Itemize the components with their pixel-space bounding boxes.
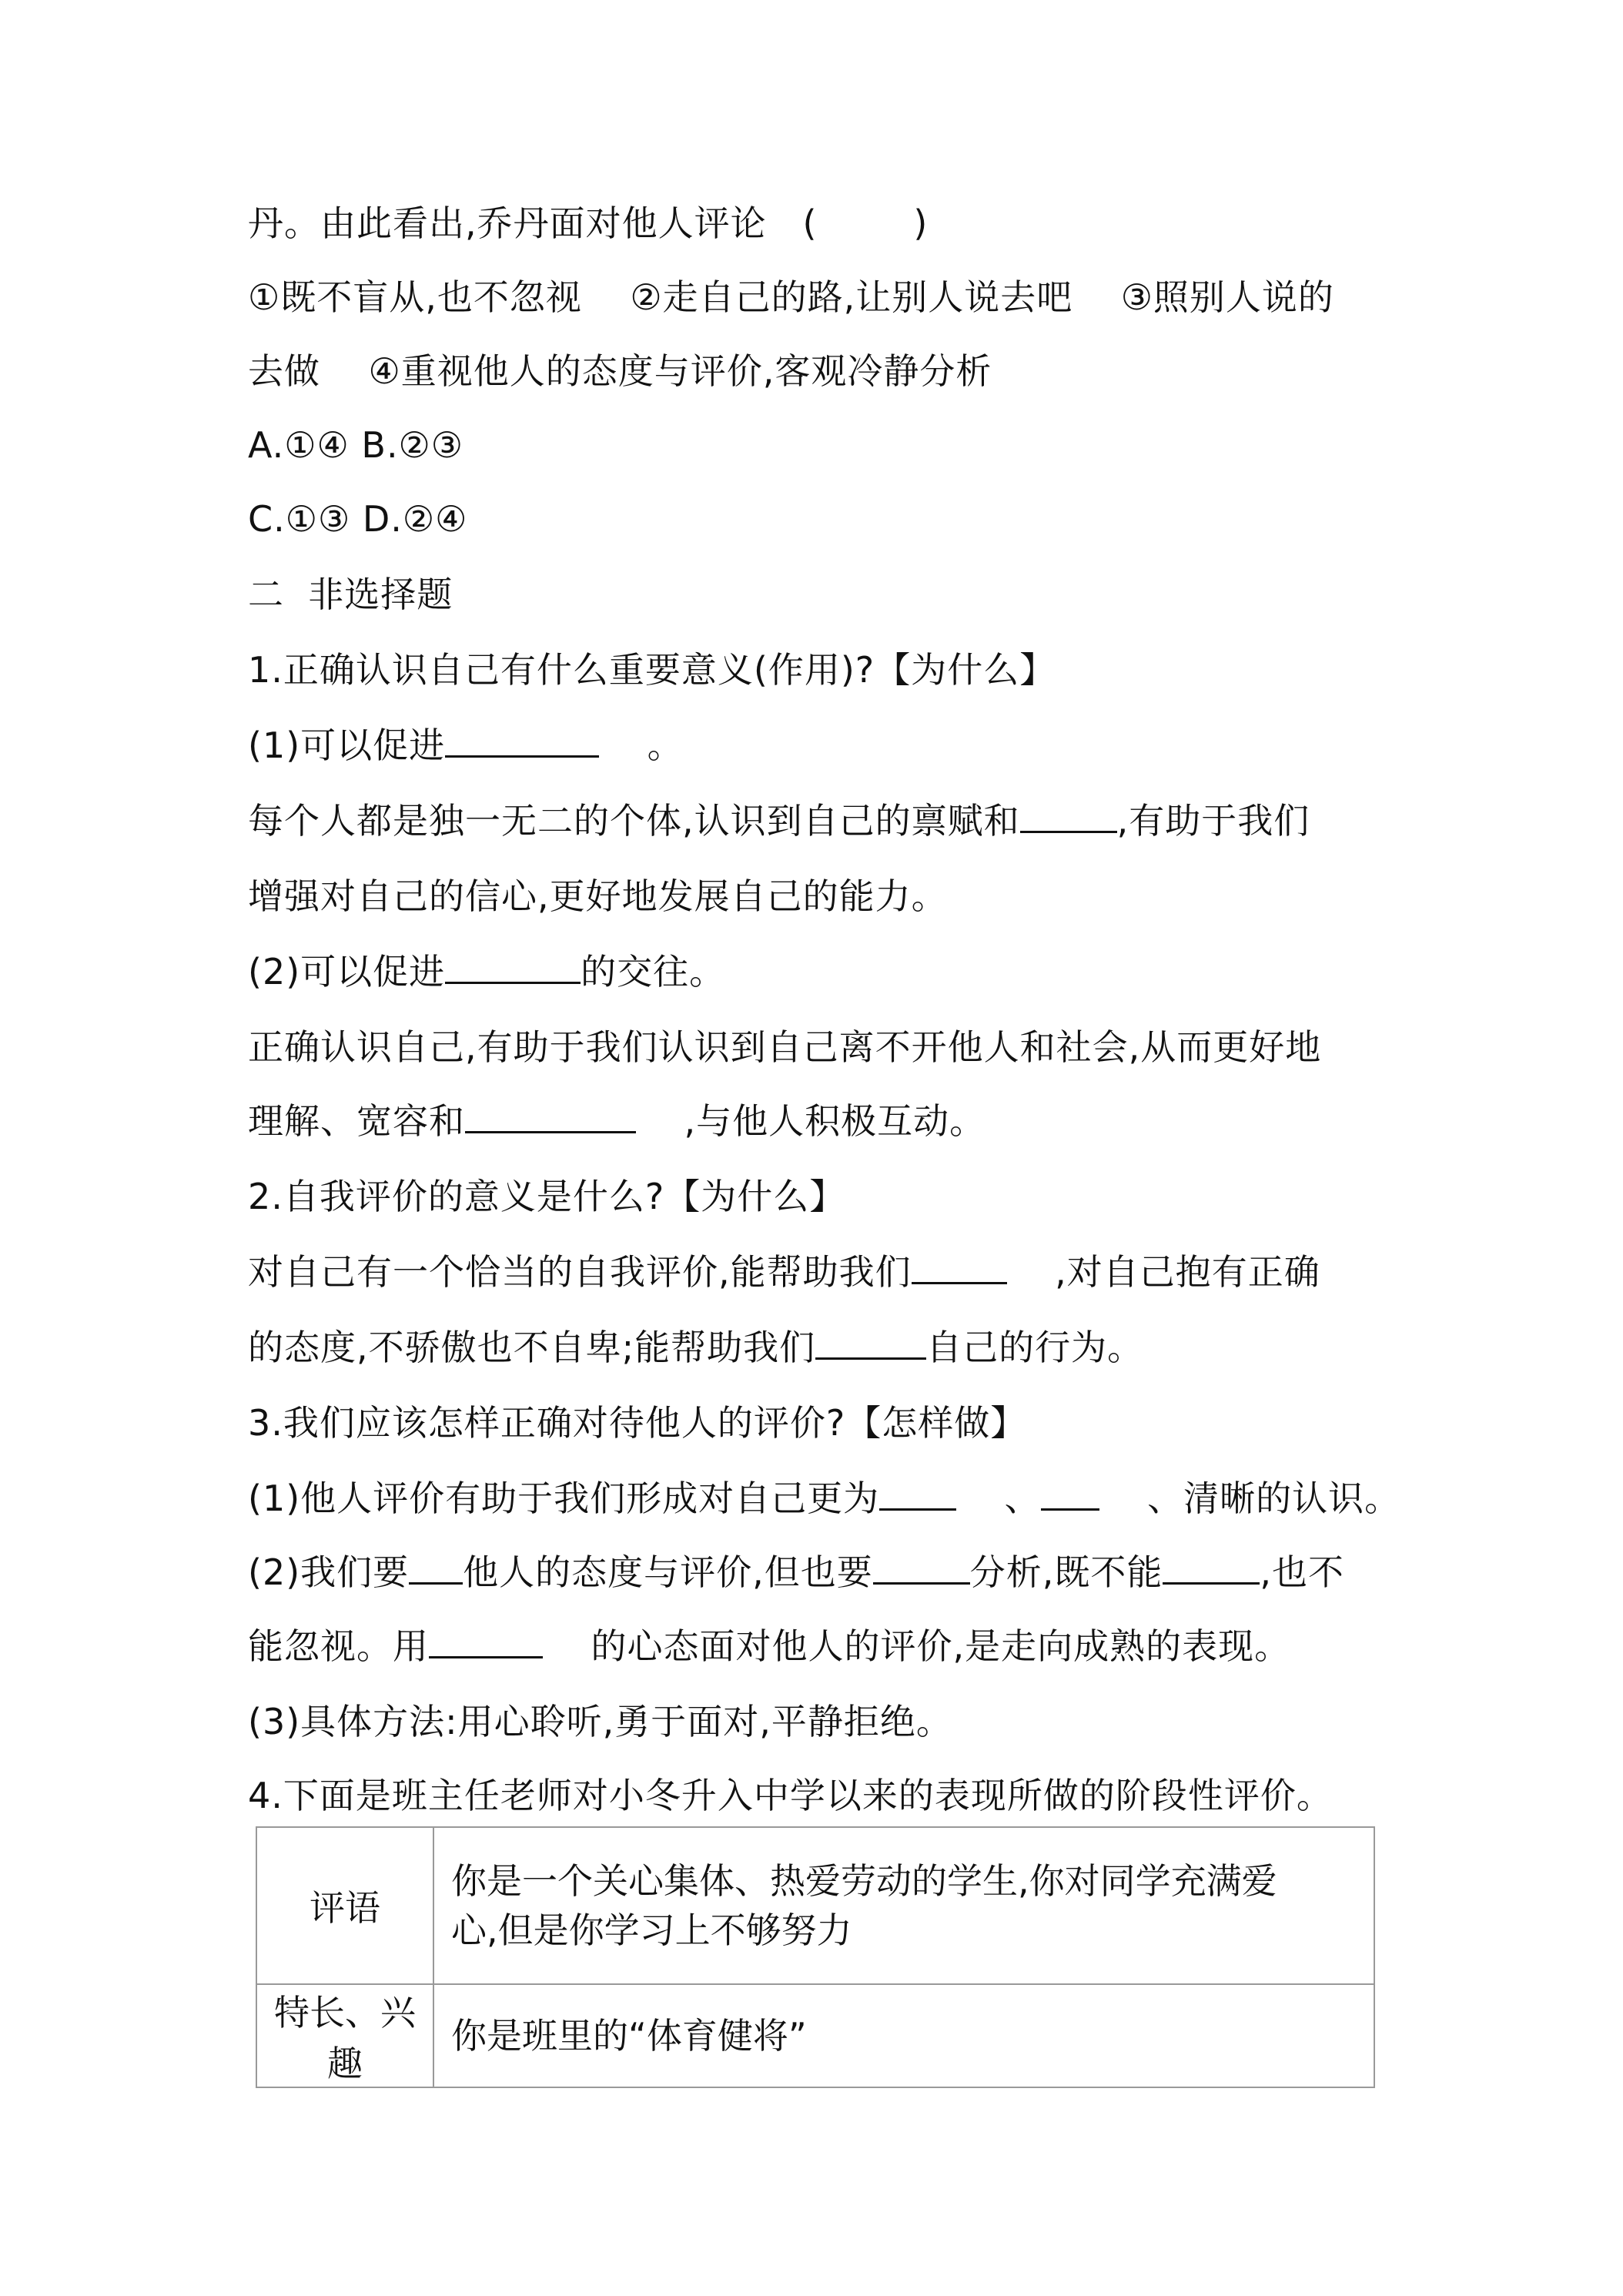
question-stem-end — [248, 199, 1380, 248]
table-row-label: 评语 — [256, 1827, 433, 1984]
q3-part2: (2)我们要 他人的态度与评价,但也要 分析,既不能 ,也不 — [248, 1548, 1380, 1597]
answer-choices-cd — [248, 494, 1380, 544]
section-heading — [248, 570, 1380, 619]
blank-line — [873, 1548, 970, 1585]
text-line: 丹。由此看出,乔丹面对他人评论 ( ) — [248, 202, 929, 244]
q1-part2: (2)可以促进 的交往。 — [248, 947, 1380, 996]
q1-part1-text-cont: 增强对自己的信心,更好地发展自己的能力。 — [248, 875, 948, 917]
blank-line — [445, 948, 581, 984]
blank-line — [1020, 797, 1117, 833]
blank-line — [465, 1097, 636, 1133]
blank-line — [429, 1622, 543, 1658]
table-row — [256, 1827, 1374, 1984]
text-line: A.①④ B.②③ — [248, 424, 464, 466]
table-row-value: 你是一个关心集体、热爱劳动的学生,你对同学充满爱 心,但是你学习上不够努力 — [433, 1827, 1374, 1984]
text-line: ①既不盲从,也不忽视 ②走自己的路,让别人说去吧 ③照别人说的 — [248, 276, 1334, 318]
q2-text: 对自己有一个恰当的自我评价,能帮助我们 ,对自己抱有正确 — [248, 1247, 1380, 1297]
text-line: 去做 ④重视他人的态度与评价,客观冷静分析 — [248, 350, 992, 392]
table-row-label: 特长、兴趣 — [256, 1984, 433, 2087]
q1-part2-text-cont: 理解、宽容和 ,与他人积极互动。 — [248, 1096, 1380, 1146]
blank-line — [879, 1474, 956, 1511]
table-row-value: 你是班里的“体育健将” — [433, 1984, 1374, 2087]
text-line: 二 非选择题 — [248, 574, 453, 615]
q3-part2-cont: 能忽视。用 的心态面对他人的评价,是走向成熟的表现。 — [248, 1622, 1380, 1671]
question-1 — [248, 645, 1380, 694]
question-4: 4.下面是班主任老师对小冬升入中学以来的表现所做的阶段性评价。 — [248, 1775, 1333, 1816]
blank-line — [912, 1248, 1007, 1284]
q1-part1: (1)可以促进 。 — [248, 721, 1380, 770]
option-statements-cont — [248, 346, 1380, 396]
blank-line — [1041, 1474, 1099, 1511]
text-line: 1.正确认识自己有什么重要意义(作用)?【为什么】 — [248, 649, 1056, 691]
option-statements — [248, 273, 1380, 322]
blank-line — [409, 1548, 463, 1585]
q1-part2-text: 正确认识自己,有助于我们认识到自己离不开他人和社会,从而更好地 — [248, 1026, 1322, 1068]
q2-text-cont: 的态度,不骄傲也不自卑;能帮助我们 自己的行为。 — [248, 1323, 1380, 1372]
text-line: C.①③ D.②④ — [248, 498, 468, 540]
blank-line — [1163, 1548, 1260, 1585]
question-3: 3.我们应该怎样正确对待他人的评价?【怎样做】 — [248, 1402, 1027, 1444]
q3-part3: (3)具体方法:用心聆听,勇于面对,平静拒绝。 — [248, 1701, 952, 1742]
blank-line — [445, 721, 599, 758]
question-2: 2.自我评价的意义是什么?【为什么】 — [248, 1176, 846, 1217]
q1-part1-text: 每个人都是独一无二的个体,认识到自己的禀赋和 ,有助于我们 — [248, 796, 1380, 845]
answer-choices-ab — [248, 420, 1380, 470]
q3-part1: (1)他人评价有助于我们形成对自己更为 、 、清晰的认识。 — [248, 1474, 1380, 1523]
evaluation-table — [256, 1826, 1375, 2088]
blank-line — [815, 1324, 926, 1360]
table-row — [256, 1984, 1374, 2087]
